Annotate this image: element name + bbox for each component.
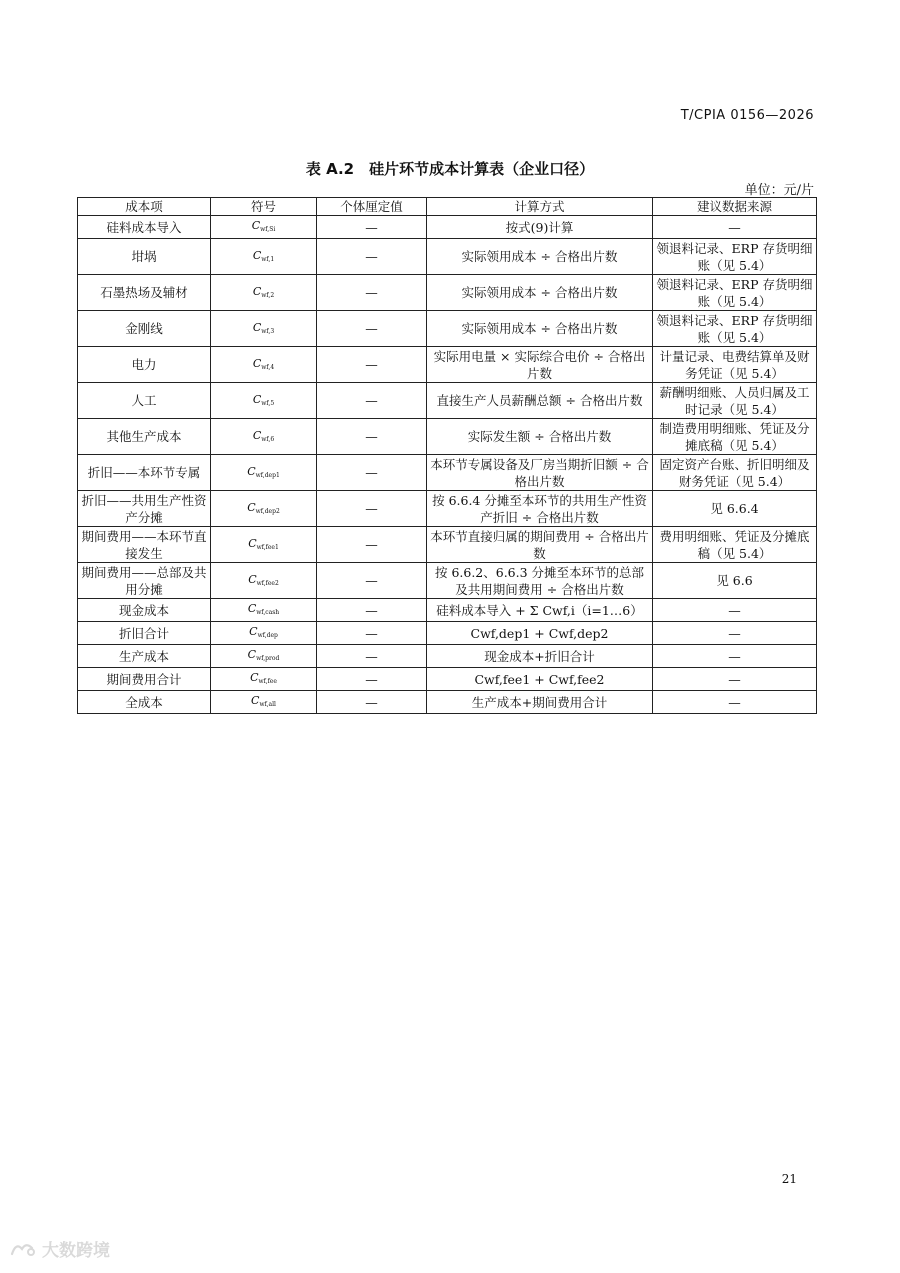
- cell-value: —: [317, 691, 427, 714]
- cell-source: 领退料记录、ERP 存货明细账（见 5.4）: [653, 275, 817, 311]
- cost-symbol-base: C: [252, 356, 262, 370]
- cost-symbol-subscript: wf,3: [261, 327, 275, 335]
- cell-method: 生产成本+期间费用合计: [427, 691, 653, 714]
- cell-item: 石墨热场及辅材: [78, 275, 211, 311]
- cost-symbol-base: C: [252, 320, 262, 334]
- cell-method: 本环节专属设备及厂房当期折旧额 ÷ 合格出片数: [427, 455, 653, 491]
- page-number: 21: [781, 1172, 797, 1186]
- cell-source: 制造费用明细账、凭证及分摊底稿（见 5.4）: [653, 419, 817, 455]
- cell-source: 领退料记录、ERP 存货明细账（见 5.4）: [653, 311, 817, 347]
- cell-symbol: [211, 599, 317, 622]
- table-row: [78, 527, 817, 563]
- cost-table: [77, 197, 817, 714]
- cost-symbol: [253, 285, 274, 298]
- cell-method: 按式(9)计算: [427, 216, 653, 239]
- table-row: [78, 311, 817, 347]
- table-row: [78, 239, 817, 275]
- table-row: [78, 622, 817, 645]
- cell-value: —: [317, 275, 427, 311]
- cost-symbol: [253, 357, 274, 370]
- table-row: [78, 645, 817, 668]
- cell-value: —: [317, 645, 427, 668]
- cost-symbol: [247, 465, 280, 478]
- cell-method: 现金成本+折旧合计: [427, 645, 653, 668]
- cell-source: —: [653, 691, 817, 714]
- cost-symbol: [253, 393, 274, 406]
- cell-method: 实际领用成本 ÷ 合格出片数: [427, 311, 653, 347]
- cell-method: 实际用电量 × 实际综合电价 ÷ 合格出片数: [427, 347, 653, 383]
- cost-symbol: [249, 625, 278, 638]
- cost-symbol: [248, 573, 279, 586]
- cost-symbol-subscript: wf,all: [259, 701, 276, 708]
- cell-value: —: [317, 239, 427, 275]
- cell-source: 薪酬明细账、人员归属及工时记录（见 5.4）: [653, 383, 817, 419]
- cell-source: 领退料记录、ERP 存货明细账（见 5.4）: [653, 239, 817, 275]
- cell-symbol: [211, 311, 317, 347]
- table-row: [78, 599, 817, 622]
- cell-item: 坩埚: [78, 239, 211, 275]
- cell-value: —: [317, 491, 427, 527]
- cost-symbol-subscript: wf,2: [261, 291, 275, 299]
- cost-symbol-subscript: wf,Si: [260, 226, 276, 233]
- cell-source: —: [653, 645, 817, 668]
- cell-value: —: [317, 668, 427, 691]
- unit-label: 单位：元/片: [744, 183, 814, 198]
- column-header-method: 计算方式: [427, 198, 653, 216]
- cost-symbol-base: C: [247, 464, 256, 478]
- watermark-text: 大数跨境: [42, 1241, 110, 1261]
- cost-symbol: [248, 537, 279, 550]
- cell-method: 实际发生额 ÷ 合格出片数: [427, 419, 653, 455]
- cost-symbol-base: C: [248, 536, 257, 550]
- cell-value: —: [317, 419, 427, 455]
- cell-method: 硅料成本导入 + Σ Cwf,i（i=1…6）: [427, 599, 653, 622]
- cost-symbol: [253, 249, 274, 262]
- cell-symbol: [211, 455, 317, 491]
- table-row: [78, 347, 817, 383]
- cost-symbol-base: C: [249, 625, 258, 638]
- cost-symbol-subscript: wf,fee1: [256, 543, 279, 551]
- cell-symbol: [211, 275, 317, 311]
- cell-source: —: [653, 668, 817, 691]
- cell-method: 直接生产人员薪酬总额 ÷ 合格出片数: [427, 383, 653, 419]
- table-body: [78, 216, 817, 714]
- cell-method: 本环节直接归属的期间费用 ÷ 合格出片数: [427, 527, 653, 563]
- cell-item: 折旧——共用生产性资产分摊: [78, 491, 211, 527]
- column-header-item: 成本项: [78, 198, 211, 216]
- cell-method: 实际领用成本 ÷ 合格出片数: [427, 275, 653, 311]
- cell-value: —: [317, 622, 427, 645]
- brand-logo-icon: [10, 1240, 36, 1258]
- cost-symbol-base: C: [247, 648, 257, 661]
- cell-item: 期间费用——本环节直接发生: [78, 527, 211, 563]
- cell-item: 其他生产成本: [78, 419, 211, 455]
- cost-symbol-subscript: wf,cash: [256, 609, 280, 616]
- cost-symbol: [248, 648, 280, 661]
- cell-value: —: [317, 311, 427, 347]
- cost-symbol-base: C: [251, 219, 261, 232]
- cell-method: 按 6.6.4 分摊至本环节的共用生产性资产折旧 ÷ 合格出片数: [427, 491, 653, 527]
- table-row: [78, 491, 817, 527]
- table-row: [78, 419, 817, 455]
- cost-symbol-subscript: wf,6: [261, 435, 275, 443]
- cost-symbol: [253, 429, 274, 442]
- cost-symbol: [248, 602, 279, 615]
- cell-value: —: [317, 347, 427, 383]
- cost-symbol-base: C: [250, 671, 259, 684]
- cell-item: 生产成本: [78, 645, 211, 668]
- cell-value: —: [317, 455, 427, 491]
- table-row: [78, 668, 817, 691]
- cell-symbol: [211, 645, 317, 668]
- table-header-row: [78, 198, 817, 216]
- cell-symbol: [211, 419, 317, 455]
- cost-symbol-subscript: wf,fee2: [256, 579, 279, 587]
- cost-symbol-subscript: wf,1: [261, 255, 275, 263]
- cell-method: 实际领用成本 ÷ 合格出片数: [427, 239, 653, 275]
- table-row: [78, 455, 817, 491]
- cost-symbol: [253, 321, 274, 334]
- cell-symbol: [211, 527, 317, 563]
- cell-source: 见 6.6: [653, 563, 817, 599]
- cell-symbol: [211, 491, 317, 527]
- cell-source: —: [653, 622, 817, 645]
- table-row: [78, 563, 817, 599]
- cost-symbol-subscript: wf,dep1: [255, 471, 280, 479]
- cell-symbol: [211, 239, 317, 275]
- cell-source: —: [653, 216, 817, 239]
- cell-symbol: [211, 216, 317, 239]
- cell-symbol: [211, 668, 317, 691]
- table-row: [78, 216, 817, 239]
- cell-value: —: [317, 599, 427, 622]
- table-row: [78, 691, 817, 714]
- cost-symbol-subscript: wf,prod: [256, 655, 280, 662]
- cost-symbol-subscript: wf,5: [261, 399, 275, 407]
- table-row: [78, 383, 817, 419]
- cost-symbol-base: C: [251, 694, 260, 707]
- cell-source: —: [653, 599, 817, 622]
- cell-symbol: [211, 383, 317, 419]
- cell-item: 期间费用——总部及共用分摊: [78, 563, 211, 599]
- cost-symbol-base: C: [252, 428, 262, 442]
- cell-item: 期间费用合计: [78, 668, 211, 691]
- cost-symbol-base: C: [247, 602, 257, 615]
- watermark: [10, 1236, 110, 1261]
- cell-method: Cwf,fee1 + Cwf,fee2: [427, 668, 653, 691]
- cell-item: 全成本: [78, 691, 211, 714]
- cost-symbol-base: C: [252, 284, 262, 298]
- cell-source: 固定资产台账、折旧明细及财务凭证（见 5.4）: [653, 455, 817, 491]
- cell-symbol: [211, 347, 317, 383]
- cost-symbol: [247, 501, 280, 514]
- cost-symbol-subscript: wf,fee: [258, 678, 277, 685]
- cell-method: 按 6.6.2、6.6.3 分摊至本环节的总部及共用期间费用 ÷ 合格出片数: [427, 563, 653, 599]
- cell-symbol: [211, 691, 317, 714]
- cell-symbol: [211, 622, 317, 645]
- cell-symbol: [211, 563, 317, 599]
- cost-symbol-subscript: wf,dep: [257, 632, 278, 639]
- cost-symbol-base: C: [252, 392, 262, 406]
- cell-source: 费用明细账、凭证及分摊底稿（见 5.4）: [653, 527, 817, 563]
- cell-value: —: [317, 527, 427, 563]
- table-row: [78, 275, 817, 311]
- cost-symbol: [250, 671, 277, 684]
- cell-item: 折旧合计: [78, 622, 211, 645]
- cell-item: 硅料成本导入: [78, 216, 211, 239]
- table-title: 表 A.2 硅片环节成本计算表（企业口径）: [305, 160, 595, 178]
- cell-item: 电力: [78, 347, 211, 383]
- column-header-value: 个体厘定值: [317, 198, 427, 216]
- cost-symbol: [251, 694, 276, 707]
- cost-symbol-base: C: [252, 248, 262, 262]
- cell-value: —: [317, 216, 427, 239]
- document-code: T/CPIA 0156—2026: [680, 108, 814, 123]
- cost-symbol-subscript: wf,4: [261, 363, 275, 371]
- cell-source: 见 6.6.4: [653, 491, 817, 527]
- cost-symbol-base: C: [247, 500, 256, 514]
- cell-value: —: [317, 383, 427, 419]
- cost-symbol-base: C: [248, 572, 257, 586]
- cell-item: 现金成本: [78, 599, 211, 622]
- cell-value: —: [317, 563, 427, 599]
- cell-item: 金刚线: [78, 311, 211, 347]
- cell-source: 计量记录、电费结算单及财务凭证（见 5.4）: [653, 347, 817, 383]
- column-header-source: 建议数据来源: [653, 198, 817, 216]
- cell-item: 人工: [78, 383, 211, 419]
- cell-method: Cwf,dep1 + Cwf,dep2: [427, 622, 653, 645]
- cost-symbol-subscript: wf,dep2: [255, 507, 280, 515]
- cell-item: 折旧——本环节专属: [78, 455, 211, 491]
- column-header-symbol: 符号: [211, 198, 317, 216]
- cost-symbol: [252, 219, 276, 232]
